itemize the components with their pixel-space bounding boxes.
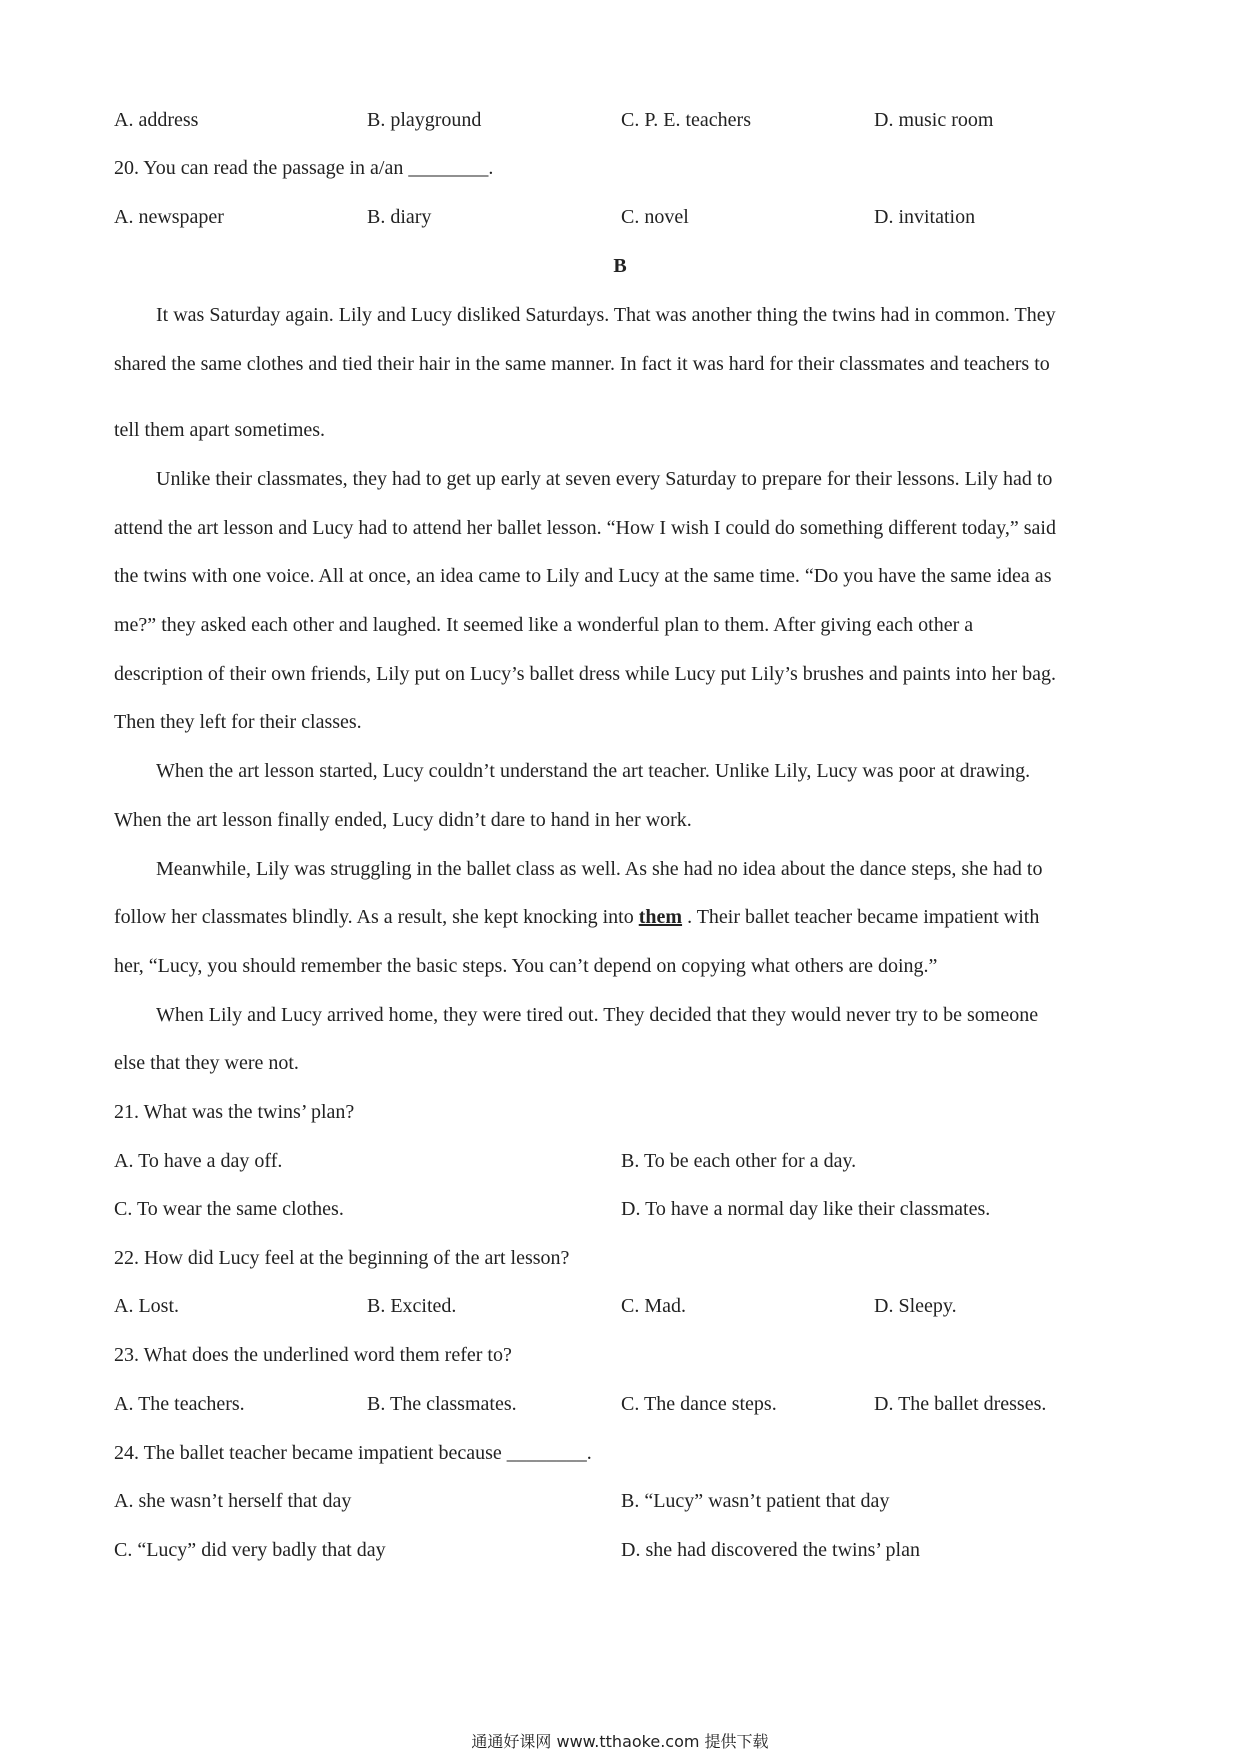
passage-line: When Lily and Lucy arrived home, they were tired out. They decided that they would never try to be someone bbox=[156, 1004, 1039, 1026]
q24-option-a: A. she wasn’t herself that day bbox=[114, 1490, 352, 1512]
q24-option-c: C. “Lucy” did very badly that day bbox=[114, 1539, 386, 1561]
q24-options-row1 bbox=[114, 1489, 1134, 1513]
q24-option-b: B. “Lucy” wasn’t patient that day bbox=[621, 1490, 890, 1512]
q20-options bbox=[114, 205, 1134, 229]
passage-line: When the art lesson started, Lucy couldn’t understand the art teacher. Unlike Lily, Lucy was poor at drawing. bbox=[156, 760, 1031, 782]
q20-stem: 20. You can read the passage in a/an ________. bbox=[114, 157, 494, 179]
q23-options bbox=[114, 1392, 1134, 1416]
q22-options bbox=[114, 1294, 1134, 1318]
q21-option-a: A. To have a day off. bbox=[114, 1150, 283, 1172]
q21-options-row2 bbox=[114, 1197, 1134, 1221]
passage-line: attend the art lesson and Lucy had to attend her ballet lesson. “How I wish I could do something different today,” said bbox=[114, 517, 1056, 539]
passage-line: It was Saturday again. Lily and Lucy disliked Saturdays. That was another thing the twins had in common. They bbox=[156, 304, 1056, 326]
q19-option-b: B. playground bbox=[367, 109, 482, 131]
q22-option-c: C. Mad. bbox=[621, 1295, 686, 1317]
passage-text: follow her classmates blindly. As a result, she kept knocking into bbox=[114, 906, 639, 928]
passage-text: . Their ballet teacher became impatient with bbox=[682, 906, 1040, 928]
q19-option-d: D. music room bbox=[874, 109, 994, 131]
passage-line bbox=[114, 905, 1039, 929]
passage-line: Then they left for their classes. bbox=[114, 711, 362, 733]
q23-option-a: A. The teachers. bbox=[114, 1393, 245, 1415]
passage-line: the twins with one voice. All at once, an idea came to Lily and Lucy at the same time. “Do you have the same idea as bbox=[114, 565, 1052, 587]
passage-line: tell them apart sometimes. bbox=[114, 419, 326, 441]
q19-option-c: C. P. E. teachers bbox=[621, 109, 751, 131]
page-footer: 通通好课网 www.tthaoke.com 提供下载 bbox=[471, 1732, 769, 1751]
q24-stem: 24. The ballet teacher became impatient because ________. bbox=[114, 1442, 592, 1464]
q20-option-a: A. newspaper bbox=[114, 206, 224, 228]
q19-option-a: A. address bbox=[114, 109, 199, 131]
q22-option-d: D. Sleepy. bbox=[874, 1295, 957, 1317]
passage-line: me?” they asked each other and laughed. It seemed like a wonderful plan to them. After giving each other a bbox=[114, 614, 974, 636]
q23-option-c: C. The dance steps. bbox=[621, 1393, 777, 1415]
q21-option-d: D. To have a normal day like their classmates. bbox=[621, 1198, 991, 1220]
q21-option-b: B. To be each other for a day. bbox=[621, 1150, 857, 1172]
passage-line: her, “Lucy, you should remember the basic steps. You can’t depend on copying what others are doing.” bbox=[114, 955, 938, 977]
passage-line: Meanwhile, Lily was struggling in the ballet class as well. As she had no idea about the dance steps, she had to bbox=[156, 858, 1043, 880]
q21-stem: 21. What was the twins’ plan? bbox=[114, 1101, 355, 1123]
passage-line: description of their own friends, Lily put on Lucy’s ballet dress while Lucy put Lily’s brushes and paints into her bag. bbox=[114, 663, 1057, 685]
passage-line: shared the same clothes and tied their hair in the same manner. In fact it was hard for their classmates and teachers to bbox=[114, 353, 1050, 375]
q21-option-c: C. To wear the same clothes. bbox=[114, 1198, 344, 1220]
q20-option-d: D. invitation bbox=[874, 206, 976, 228]
q23-stem: 23. What does the underlined word them refer to? bbox=[114, 1344, 512, 1366]
q20-option-c: C. novel bbox=[621, 206, 689, 228]
passage-line: Unlike their classmates, they had to get up early at seven every Saturday to prepare for their lessons. Lily had to bbox=[156, 468, 1053, 490]
q22-option-b: B. Excited. bbox=[367, 1295, 457, 1317]
section-heading: B bbox=[613, 255, 627, 277]
passage-line: else that they were not. bbox=[114, 1052, 299, 1074]
q20-option-b: B. diary bbox=[367, 206, 432, 228]
underlined-word: them bbox=[638, 906, 683, 928]
q22-option-a: A. Lost. bbox=[114, 1295, 179, 1317]
q23-option-d: D. The ballet dresses. bbox=[874, 1393, 1047, 1415]
q22-stem: 22. How did Lucy feel at the beginning of the art lesson? bbox=[114, 1247, 570, 1269]
q24-options-row2 bbox=[114, 1538, 1134, 1562]
q19-options bbox=[114, 108, 1134, 132]
q21-options-row1 bbox=[114, 1149, 1134, 1173]
q23-option-b: B. The classmates. bbox=[367, 1393, 517, 1415]
passage-line: When the art lesson finally ended, Lucy didn’t dare to hand in her work. bbox=[114, 809, 692, 831]
q24-option-d: D. she had discovered the twins’ plan bbox=[621, 1539, 920, 1561]
